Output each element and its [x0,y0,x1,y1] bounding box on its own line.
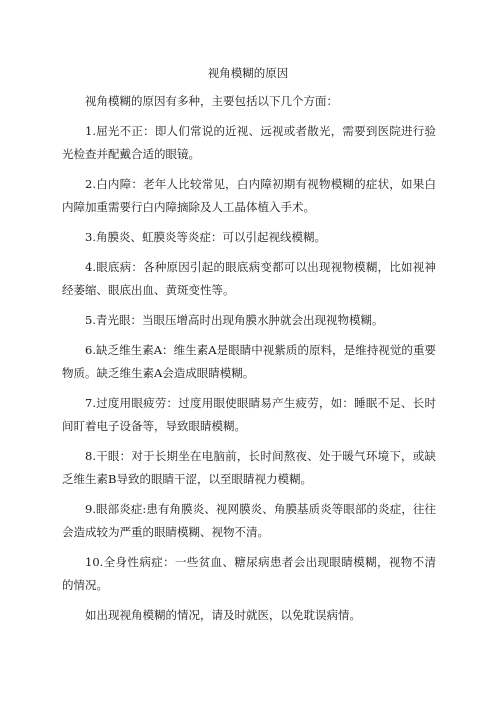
paragraph-item-4: 4.眼底病：各种原因引起的眼底病变都可以出现视物模糊，比如视神经萎缩、眼底出血、黄斑变性等。 [62,260,436,297]
paragraph-item-6: 6.缺乏维生素A：维生素A是眼睛中视紫质的原料，是维持视觉的重要物质。缺乏维生素A会造成眼睛模糊。 [62,343,436,380]
paragraph-item-10: 10.全身性病症：一些贫血、糖尿病患者会出现眼睛模糊，视物不清的情况。 [62,555,436,592]
paragraph-item-2: 2.白内障：老年人比较常见，白内障初期有视物模糊的症状，如果白内障加重需要行白内障摘除及人工晶体植入手术。 [62,177,436,214]
paragraph-intro: 视角模糊的原因有多种，主要包括以下几个方面： [85,94,338,108]
paragraph-item-8: 8.干眼：对于长期坐在电脑前，长时间熬夜、处于暖气环境下，或缺乏维生素B导致的眼睛干涩，以至眼睛视力模糊。 [62,449,436,486]
paragraph-item-3: 3.角膜炎、虹膜炎等炎症：可以引起视线模糊。 [85,230,326,244]
document-body [62,90,436,634]
paragraph-conclusion: 如出现视角模糊的情况，请及时就医，以免耽误病情。 [85,608,361,622]
paragraph-item-9: 9.眼部炎症:患有角膜炎、视网膜炎、角膜基质炎等眼部的炎症，往往会造成较为严重的眼睛模糊、视物不清。 [62,502,436,539]
paragraph-item-5: 5.青光眼：当眼压增高时出现角膜水肿就会出现视物模糊。 [85,313,384,327]
document-title: 视角模糊的原因 [207,66,289,80]
paragraph-item-7: 7.过度用眼疲劳：过度用眼使眼睛易产生疲劳，如：睡眠不足、长时间盯着电子设备等，导致眼睛模糊。 [62,396,436,433]
paragraph-item-1: 1.屈光不正：即人们常说的近视、远视或者散光，需要到医院进行验光检查并配戴合适的眼镜。 [62,124,436,161]
